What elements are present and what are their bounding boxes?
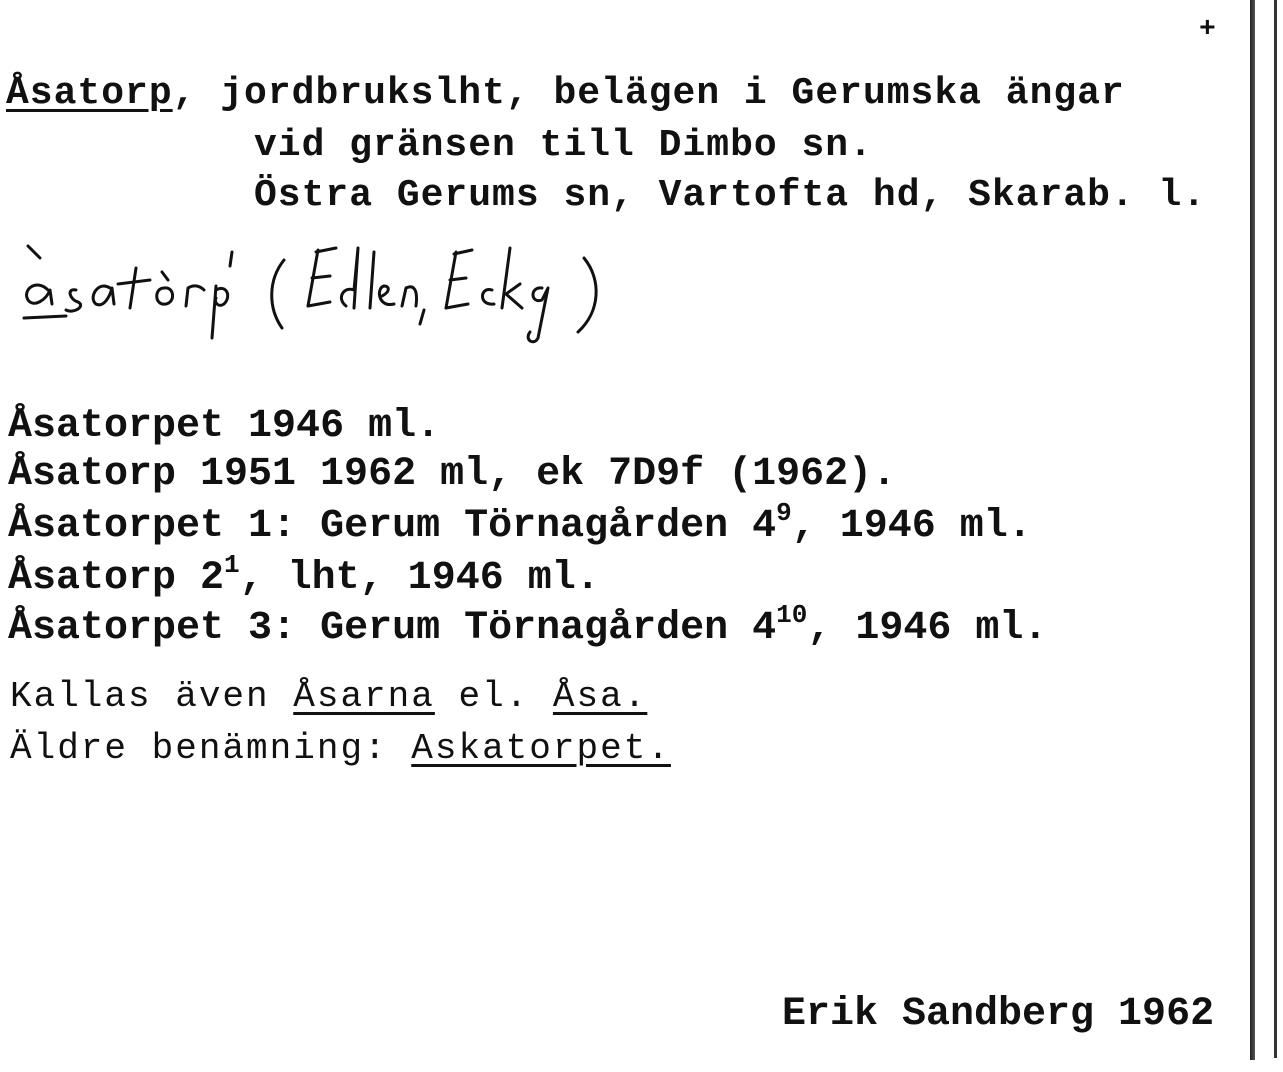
entry-name: Åsatorpet <box>8 606 225 651</box>
alias-line-2 <box>10 728 671 769</box>
heading-line-1 <box>6 72 1125 115</box>
place-name: Åsatorp <box>6 72 173 115</box>
entry-4 <box>8 550 600 601</box>
entry-2 <box>8 452 896 497</box>
alias-name-1: Åsarna <box>293 676 435 717</box>
handwritten-note <box>18 228 658 348</box>
entry-detail-end: , 1946 ml. <box>807 606 1048 651</box>
alias-line-1 <box>10 676 647 717</box>
card-edge-outer <box>1274 0 1277 1058</box>
entry-superscript: 10 <box>776 600 808 630</box>
heading-line-3: Östra Gerums sn, Vartofta hd, Skarab. l. <box>254 174 1207 217</box>
entry-detail-end: , 1946 ml. <box>791 504 1032 549</box>
entry-detail: 1951 1962 ml, ek 7D9f (1962). <box>176 452 897 497</box>
alias-name-2: Åsa. <box>552 676 648 717</box>
entry-name: Åsatorp <box>8 452 177 497</box>
older-name: Askatorpet. <box>411 728 671 769</box>
entry-superscript: 9 <box>776 498 792 528</box>
entry-1 <box>8 404 440 449</box>
entry-name: Åsatorpet <box>8 404 225 449</box>
entry-name: Åsatorp <box>8 556 177 601</box>
entry-3 <box>8 498 1032 549</box>
entry-superscript: 1 <box>224 550 240 580</box>
entry-detail: 2 <box>176 556 225 601</box>
corner-mark: + <box>1199 14 1216 45</box>
alias-text-mid: el. <box>434 676 553 717</box>
entry-detail-end: , lht, 1946 ml. <box>239 556 600 601</box>
entry-detail: 1946 ml. <box>224 404 441 449</box>
heading-line-2: vid gränsen till Dimbo sn. <box>254 124 873 167</box>
place-description: , jordbrukslht, belägen i Gerumska ängar <box>172 72 1125 115</box>
entry-detail: 1: Gerum Törnagården 4 <box>224 504 777 549</box>
entry-5 <box>8 600 1048 651</box>
signature: Erik Sandberg 1962 <box>782 992 1215 1037</box>
alias-text: Kallas även <box>10 676 294 717</box>
older-name-label: Äldre benämning: <box>10 728 412 769</box>
entry-name: Åsatorpet <box>8 504 225 549</box>
entry-detail: 3: Gerum Törnagården 4 <box>224 606 777 651</box>
card-edge <box>1250 0 1255 1060</box>
